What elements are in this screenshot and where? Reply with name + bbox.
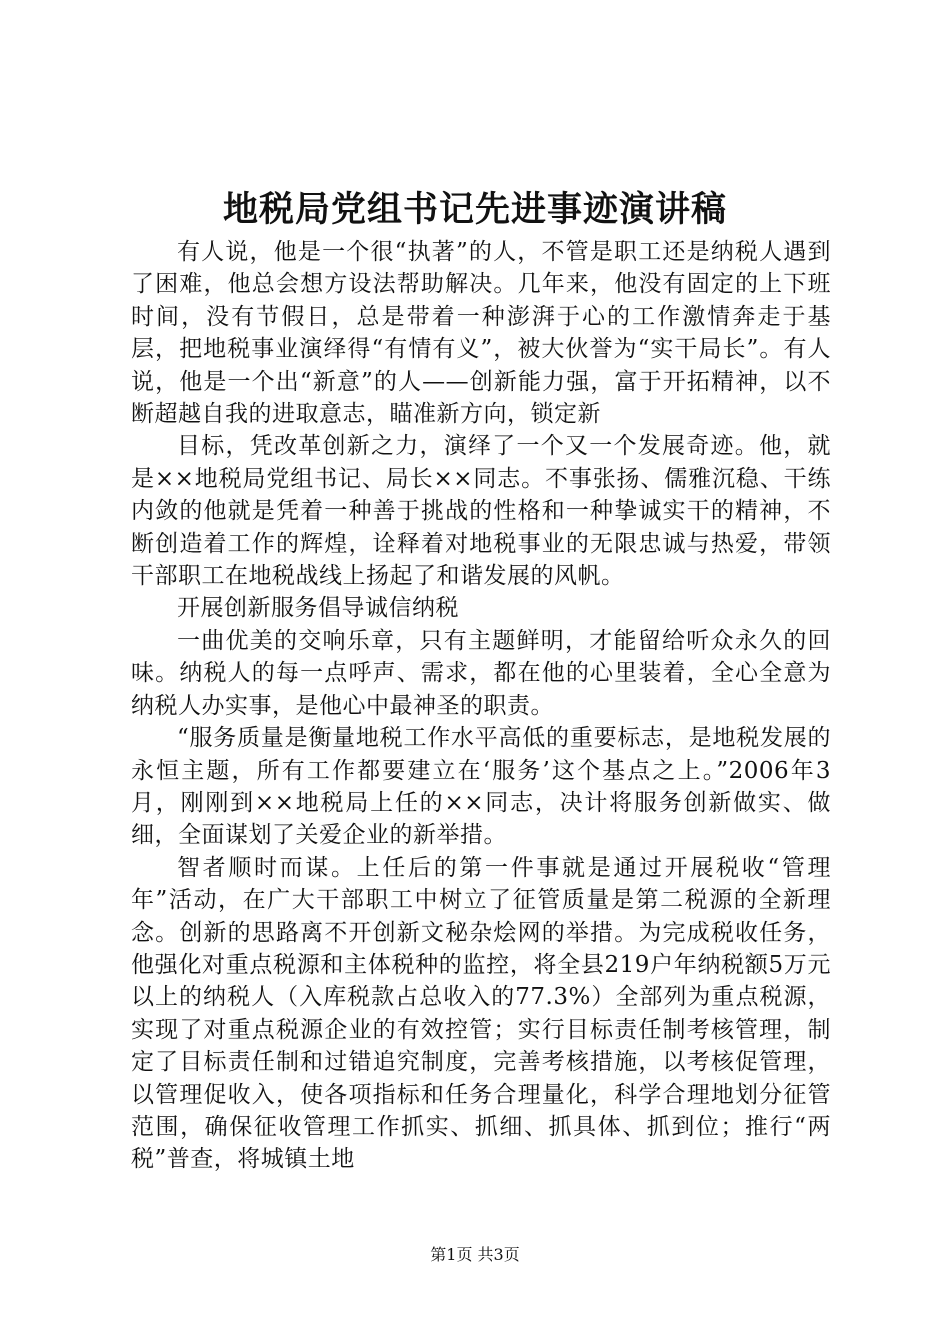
page-footer: 第1页 共3页 bbox=[430, 1245, 520, 1264]
paragraph: 智者顺时而谋。上任后的第一件事就是通过开展税收“管理年”活动，在广大干部职工中树立了征管质量是第二税源的全新理念。创新的思路离不开创新文秘杂烩网的举措。为完成税收任务，他强化对重点税源和主体税种的监控，将全县219户年纳税额5万元以上的纳税人（入库税款占总收入的77.3%）全部列为重点税源，实现了对重点税源企业的有效控管；实行目标责任制考核管理，制定了目标责任制和过错追究制度，完善考核措施，以考核促管理，以管理促收入，使各项指标和任务合理量化，科学合理地划分征管范围，确保征收管理工作抓实、抓细、抓具体、抓到位；推行“两税”普查，将城镇土地 bbox=[131, 854, 831, 1173]
document-title: 地税局党组书记先进事迹演讲稿 bbox=[222, 189, 727, 230]
paragraph: 有人说，他是一个很“执著”的人，不管是职工还是纳税人遇到了困难，他总会想方设法帮助解决。几年来，他没有固定的上下班时间，没有节假日，总是带着一种澎湃于心的工作激情奔走于基层，把地税事业演绎得“有情有义”，被大伙誉为“实干局长”。有人说，他是一个出“新意”的人——创新能力强，富于开拓精神，以不断超越自我的进取意志，瞄准新方向，锁定新 bbox=[131, 239, 831, 428]
paragraph: “服务质量是衡量地税工作水平高低的重要标志，是地税发展的永恒主题，所有工作都要建立在‘服务’这个基点之上。”2006年3月，刚刚到××地税局上任的××同志，决计将服务创新做实、做细，全面谋划了关爱企业的新举措。 bbox=[131, 725, 831, 849]
section-heading: 开展创新服务倡导诚信纳税 bbox=[177, 595, 459, 622]
paragraph: 一曲优美的交响乐章，只有主题鲜明，才能留给听众永久的回味。纳税人的每一点呼声、需求，都在他的心里装着，全心全意为纳税人办实事，是他心中最神圣的职责。 bbox=[131, 627, 831, 719]
paragraph: 目标，凭改革创新之力，演绎了一个又一个发展奇迹。他，就是××地税局党组书记、局长××同志。不事张扬、儒雅沉稳、干练内敛的他就是凭着一种善于挑战的性格和一种挚诚实干的精神，不断创造着工作的辉煌，诠释着对地税事业的无限忠诚与热爱，带领干部职工在地税战线上扬起了和谐发展的风帆。 bbox=[131, 433, 831, 590]
document-body bbox=[131, 236, 831, 1176]
